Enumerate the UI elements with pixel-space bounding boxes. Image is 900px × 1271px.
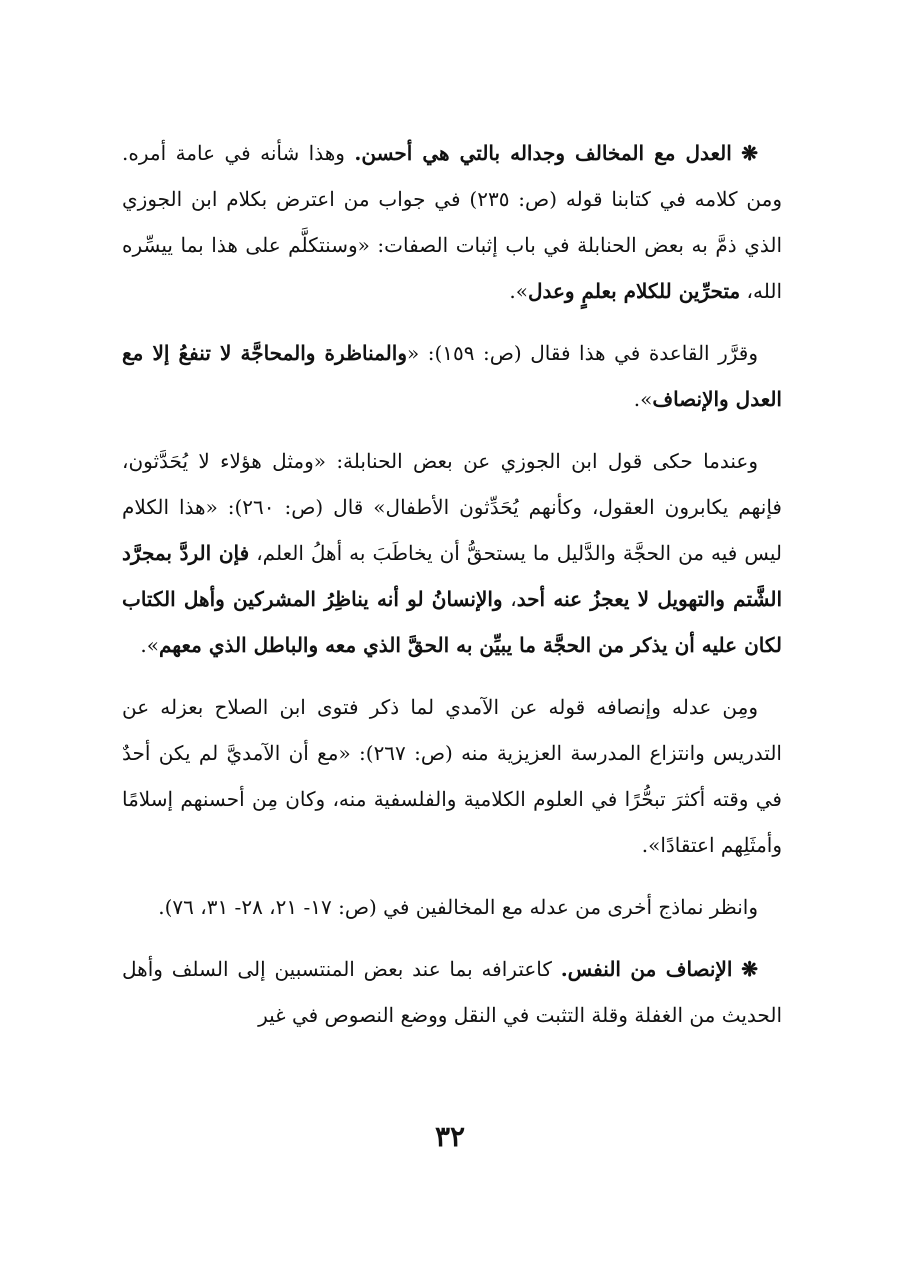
paragraph-text: كاعترافه بما عند بعض المنتسبين إلى السلف وأهل الحديث من الغفلة وقلة التثبت في النقل ووضع النصوص في غير xyxy=(122,957,782,1027)
bold-quote-1: فإن الردَّ بمجرَّد الشَّتم والتهويل لا يعجزُ عنه أحد xyxy=(122,541,782,611)
bullet-icon: ❋ xyxy=(741,141,758,165)
paragraph-ibn-jawzi xyxy=(122,438,782,668)
separator: ، xyxy=(502,587,517,611)
page-body xyxy=(122,130,782,1054)
paragraph-text: وقرَّر القاعدة في هذا فقال (ص: ١٥٩): « xyxy=(406,341,759,365)
section-heading: العدل مع المخالف وجداله بالتي هي أحسن. xyxy=(354,141,732,165)
paragraph-amidi xyxy=(122,684,782,868)
paragraph-text: وهذا شأنه في عامة أمره. ومن كلامه في كتابنا قوله (ص: ٢٣٥) في جواب من اعترض بكلام ابن الجوزي الذي ذمَّ به بعض الحنابلة في باب إثبات الصفات: «وسنتكلَّم على هذا بما ييسِّره الله، xyxy=(122,141,783,303)
section-heading: الإنصاف من النفس. xyxy=(560,957,733,981)
paragraph-text: وعندما حكى قول ابن الجوزي عن بعض الحنابلة: «ومثل هؤلاء لا يُحَدَّثون، فإنهم يكابرون العقول، وكأنهم يُحَدِّثون الأطفال» قال (ص: ٢٦٠): «هذا الكلام ليس فيه من الحجَّة والدَّليل ما يستحقُّ أن يخاطَبَ به أهلُ العلم، xyxy=(122,449,782,565)
bold-quote-2: والإنسانُ لو أنه يناظِرُ المشركين وأهل الكتاب لكان عليه أن يذكر من الحجَّة ما يبيِّن به الحقَّ الذي معه والباطل الذي معهم xyxy=(122,587,782,657)
paragraph-self-fairness xyxy=(122,946,782,1038)
bold-quote: والمناظرة والمحاجَّة لا تنفعُ إلا مع العدل والإنصاف xyxy=(122,341,782,411)
paragraph-rule xyxy=(122,330,782,422)
bold-quote: متحرِّين للكلام بعلمٍ وعدل xyxy=(527,279,741,303)
page-number: ٣٢ xyxy=(434,1120,466,1153)
bullet-icon: ❋ xyxy=(741,957,759,981)
quote-end: ». xyxy=(633,387,653,411)
paragraph-text: وانظر نماذج أخرى من عدله مع المخالفين في (ص: ١٧- ٢١، ٢٨- ٣١، ٧٦). xyxy=(158,895,758,919)
paragraph-other-examples xyxy=(122,884,782,930)
paragraph-justice-with-opponent xyxy=(122,130,782,314)
quote-end: ». xyxy=(509,279,528,303)
paragraph-text: ومِن عدله وإنصافه قوله عن الآمدي لما ذكر فتوى ابن الصلاح بعزله عن التدريس وانتزاع المدرسة العزيزية منه (ص: ٢٦٧): «مع أن الآمديَّ لم يكن أحدٌ في وقته أكثرَ تبحُّرًا في العلوم الكلامية والفلسفية منه، وكان مِن أحسنهم إسلامًا وأمثَلِهم اعتقادًا». xyxy=(122,695,782,857)
quote-end: ». xyxy=(140,633,159,657)
